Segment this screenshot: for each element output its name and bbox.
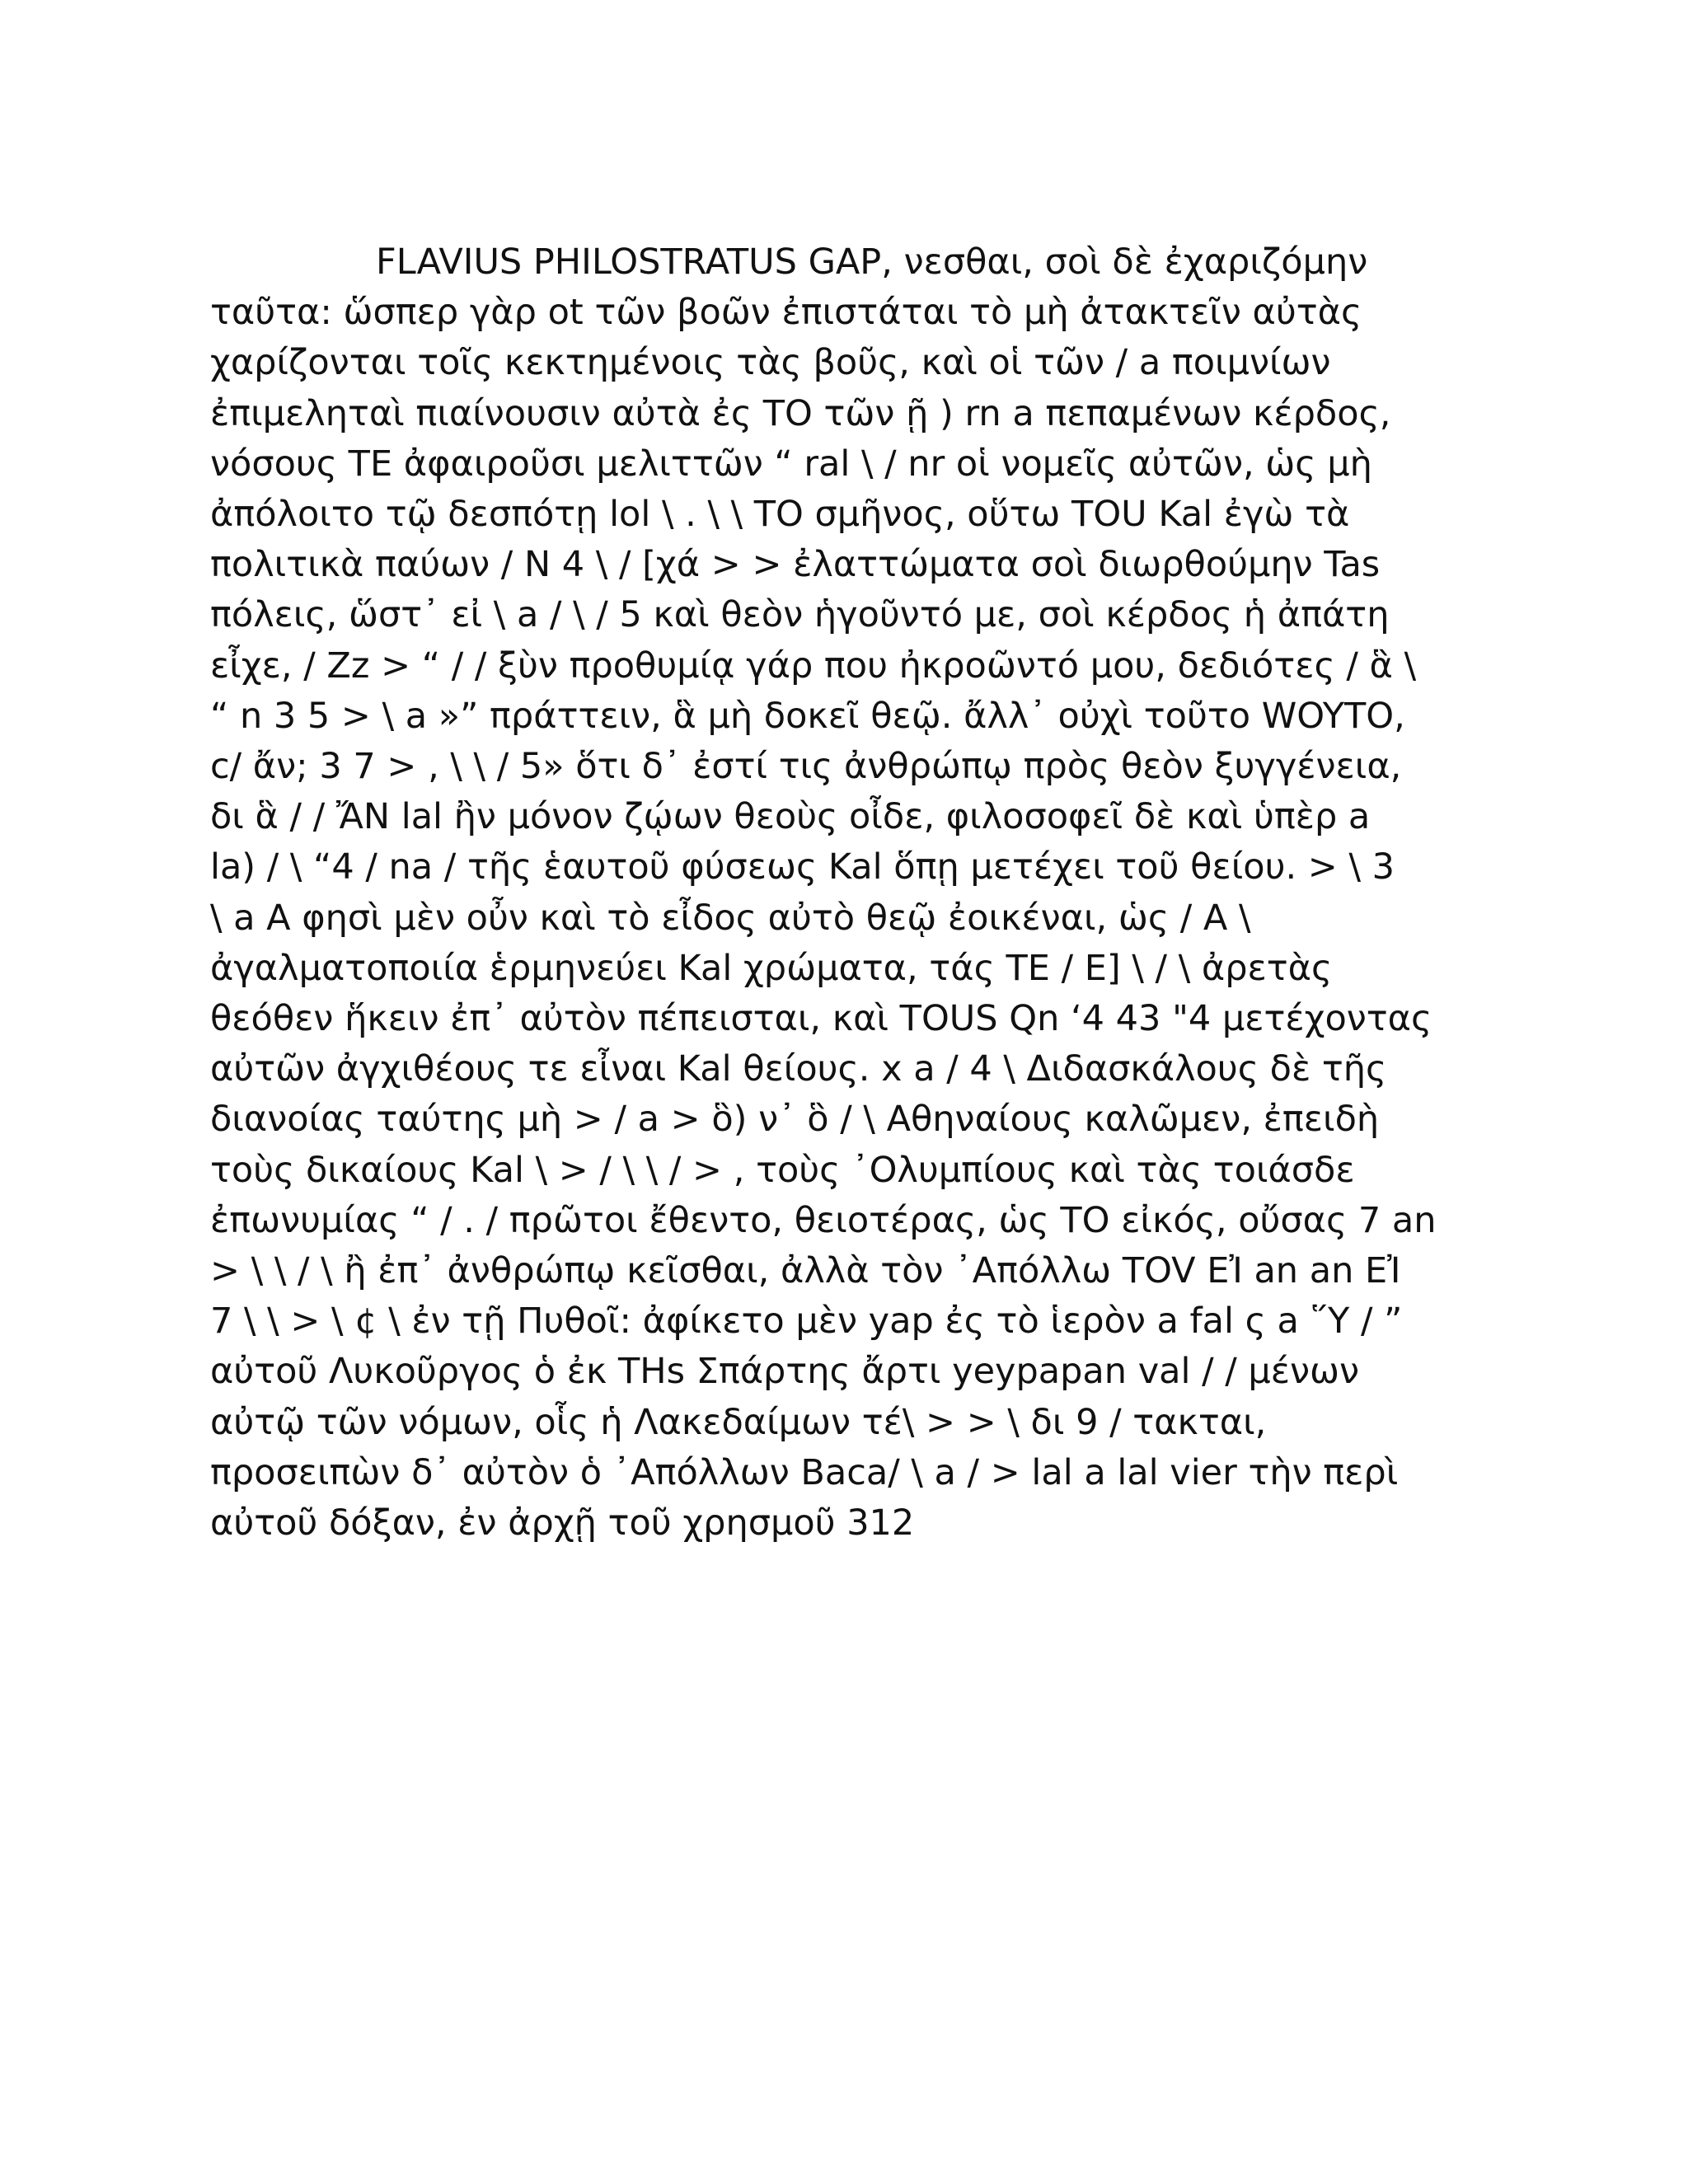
text-line: FLAVIUS PHILOSTRATUS GAP, νεσθαι, σοὶ δὲ ἐχαριζόμην [376, 241, 1368, 283]
text-line: εἶχε, / Zz > “ / / ξὺν προθυμίᾳ γάρ που ἠκροῶντό μου, δεδιότες / ἃ \ [210, 644, 1417, 687]
text-line: ἀγαλματοποιία ἑρμηνεύει Kal χρώματα, τάς TE / E] \ / \ ἀρετὰς [210, 947, 1333, 989]
text-line: διανοίας ταύτης μὴ > / a > ὃ) ν᾿ ὃ / \ Αθηναίους καλῶμεν, ἐπειδὴ [210, 1099, 1380, 1141]
text-line: πόλεις, ὥστ᾿ εἰ \ a / \ / 5 καὶ θεὸν ἡγοῦντό με, σοὶ κέρδος ἡ ἀπάτη [210, 594, 1390, 636]
text-line: \ a A φησὶ μὲν οὖν καὶ τὸ εἶδος αὐτὸ θεῷ ἐοικέναι, ὡς / A \ [210, 897, 1251, 939]
text-line: αὐτῷ τῶν νόμων, οἷς ἡ Λακεδαίμων τέ\ > > \ δι 9 / τακται, [210, 1401, 1267, 1443]
text-line: δι ἃ / / ἌN lal ἢν μόνον ζῴων θεοὺς οἶδε, φιλοσοφεῖ δὲ καὶ ὑπὲρ a [210, 796, 1371, 838]
text-line: > \ \ / \ ἢ ἐπ᾿ ἀνθρώπῳ κεῖσθαι, ἀλλὰ τὸν ᾿Απόλλω TOV EἸ an an EἸ [210, 1250, 1401, 1292]
text-line: προσειπὼν δ᾿ αὐτὸν ὁ ᾿Απόλλων Baca/ \ a / > lal a lal vier τὴν περὶ [210, 1451, 1399, 1493]
text-line: 7 \ \ > \ ¢ \ ἐν τῇ Πυθοῖ: ἀφίκετο μὲν yap ἐς τὸ ἱερὸν a fal ς a ῞Y / ” [210, 1301, 1403, 1343]
text-line: ἀπόλοιτο τῷ δεσπότῃ lol \ . \ \ TO σμῆνος, οὕτω TOU Kal ἐγὼ τὰ [210, 494, 1350, 536]
text-line: “ n 3 5 > \ a »” πράττειν, ἃ μὴ δοκεῖ θεῷ. ἄλλ᾿ οὐχὶ τοῦτο WOYTO, [210, 695, 1405, 737]
text-line: αὐτοῦ Λυκοῦργος ὁ ἐκ THs Σπάρτης ἄρτι yeypapan val / / μένων [210, 1351, 1360, 1393]
text-line: c/ ἄν; 3 7 > , \ \ / 5» ὅτι δ᾿ ἐστί τις ἀνθρώπῳ πρὸς θεὸν ξυγγένεια, [210, 746, 1402, 788]
text-line: ἐπωνυμίας “ / . / πρῶτοι ἔθεντο, θειοτέρας, ὡς TO εἰκός, οὔσας 7 an [210, 1199, 1437, 1241]
text-line: la) / \ “4 / na / τῆς ἑαυτοῦ φύσεως Kal ὅπῃ μετέχει τοῦ θείου. > \ 3 [210, 846, 1395, 888]
text-line: αὐτῶν ἀγχιθέους τε εἶναι Kal θείους. x a / 4 \ Διδασκάλους δὲ τῆς [210, 1048, 1387, 1090]
text-line: πολιτικὰ παύων / N 4 \ / [χά > > ἐλαττώματα σοὶ διωρθούμην Tas [210, 544, 1381, 586]
text-line: χαρίζονται τοῖς κεκτημένοις τὰς βοῦς, καὶ οἱ τῶν / a ποιμνίων [210, 342, 1331, 384]
text-line: ἐπιμεληταὶ πιαίνουσιν αὐτὰ ἐς TO τῶν ῇ ) rn a πεπαμένων κέρδος, [210, 392, 1391, 434]
body-text [210, 237, 1496, 1549]
text-line: ταῦτα: ὥσπερ γὰρ ot τῶν βοῶν ἐπιστάται τὸ μὴ ἀτακτεῖν αὐτὰς [210, 292, 1362, 334]
text-line: τοὺς δικαίους Kal \ > / \ \ / > , τοὺς ᾿Ολυμπίους καὶ τὰς τοιάσδε [210, 1149, 1355, 1191]
text-line: νόσους TE ἀφαιροῦσι μελιττῶν “ ral \ / nr οἱ νομεῖς αὐτῶν, ὡς μὴ [210, 443, 1372, 485]
text-line: αὐτοῦ δόξαν, ἐν ἀρχῇ τοῦ χρησμοῦ 312 [210, 1502, 915, 1544]
text-line: θεόθεν ἥκειν ἐπ᾿ αὐτὸν πέπεισται, καὶ TOUS Qn ‘4 43 "4 μετέχοντας [210, 998, 1432, 1040]
